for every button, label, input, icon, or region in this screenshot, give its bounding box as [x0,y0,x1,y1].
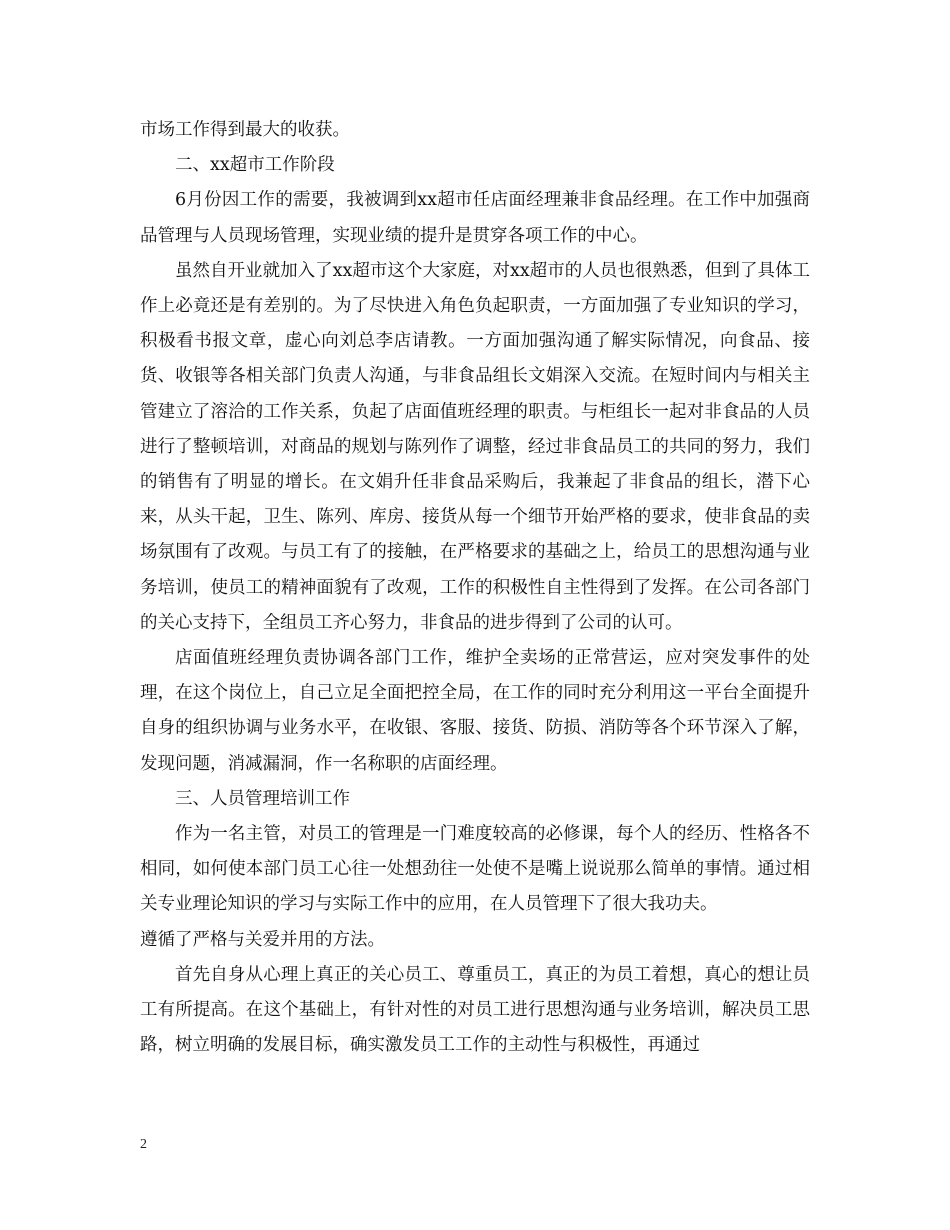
paragraph: 作为一名主管，对员工的管理是一门难度较高的必修课，每个人的经历、性格各不相同，如何使本部门员工心往一处想劲往一处使不是嘴上说说那么简单的事情。通过相关专业理论知识的学习与实际工作中的应用，在人员管理下了很大我功夫。 [140,824,810,915]
paragraph: 虽然自开业就加入了xx超市这个大家庭，对xx超市的人员也很熟悉，但到了具体工作上必竟还是有差别的。为了尽快进入角色负起职责，一方面加强了专业知识的学习，积极看书报文章，虚心向刘总李店请教。一方面加强沟通了解实际情况，向食品、接货、收银等各相关部门负责人沟通，与非食品组长文娟深入交流。在短时间内与相关主管建立了溶洽的工作关系，负起了店面值班经理的职责。与柜组长一起对非食品的人员进行了整顿培训，对商品的规划与陈列作了调整，经过非食品员工的共同的努力，我们的销售有了明显的增长。在文娟升任非食品采购后，我兼起了非食品的组长，潜下心来，从头干起，卫生、陈列、库房、接货从每一个细节开始严格的要求，使非食品的卖场氛围有了改观。与员工有了的接触，在严格要求的基础之上，给员工的思想沟通与业务培训，使员工的精神面貌有了改观，工作的积极性自主性得到了发挥。在公司各部门的关心支持下，全组员工齐心努力，非食品的进步得到了公司的认可。 [140,260,810,633]
paragraph: 6月份因工作的需要，我被调到xx超市任店面经理兼非食品经理。在工作中加强商品管理与人员现场管理，实现业绩的提升是贯穿各项工作的中心。 [140,190,810,246]
paragraph: 市场工作得到最大的收获。 [140,120,350,140]
paragraph: 首先自身从心理上真正的关心员工、尊重员工，真正的为员工着想，真心的想让员工有所提高。在这个基础上，有针对性的对员工进行思想沟通与业务培训，解决员工思路，树立明确的发展目标，确实激发员工工作的主动性与积极性，再通过 [140,964,810,1056]
paragraph: 店面值班经理负责协调各部门工作，维护全卖场的正常营运，应对突发事件的处理，在这个岗位上，自己立足全面把控全局，在工作的同时充分利用这一平台全面提升自身的组织协调与业务水平，在收银、客服、接货、防损、消防等各个环节深入了解，发现问题，消减漏洞，作一名称职的店面经理。 [140,648,810,774]
document-body [140,113,810,1063]
section-heading: 二、xx超市工作阶段 [175,155,335,176]
page-number: 2 [140,1137,147,1152]
section-heading: 三、人员管理培训工作 [175,788,350,809]
paragraph: 遵循了严格与关爱并用的方法。 [140,929,385,950]
